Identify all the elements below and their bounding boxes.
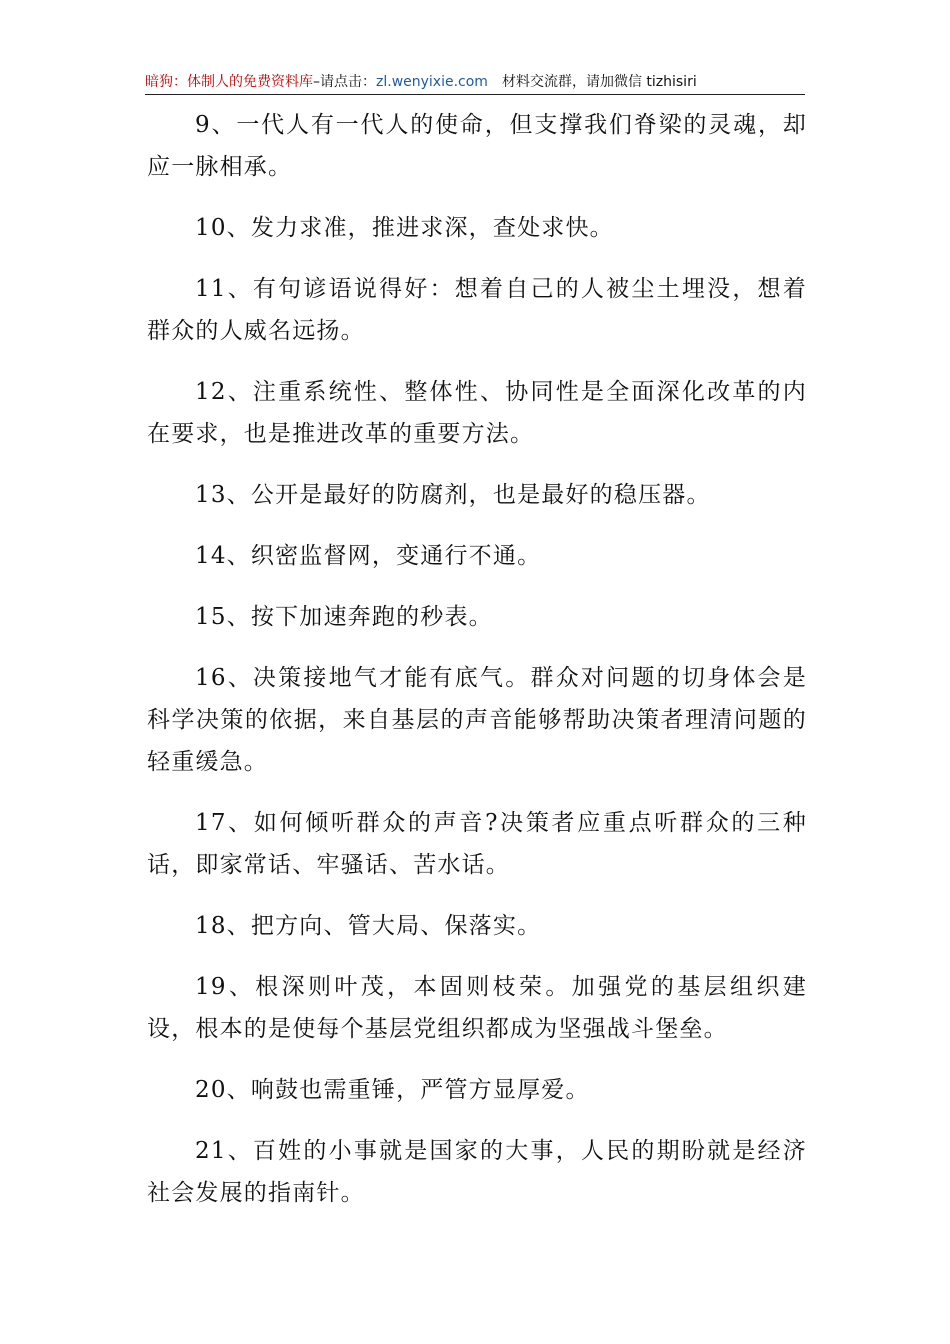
paragraph-16: 16、决策接地气才能有底气。群众对问题的切身体会是科学决策的依据，来自基层的声音能够帮助决策者理清问题的轻重缓急。 [147,665,807,775]
paragraph-10: 10、发力求准，推进求深，查处求快。 [195,215,614,241]
document-body [147,104,807,1233]
paragraph-12: 12、注重系统性、整体性、协同性是全面深化改革的内在要求，也是推进改革的重要方法。 [147,379,807,447]
paragraph-11: 11、有句谚语说得好：想着自己的人被尘土埋没，想着群众的人威名远扬。 [147,276,807,344]
paragraph-19: 19、根深则叶茂，本固则枝荣。加强党的基层组织建设，根本的是使每个基层党组织都成为坚强战斗堡垒。 [147,974,807,1042]
paragraph-14: 14、织密监督网，变通行不通。 [195,543,542,569]
paragraph-17: 17、如何倾听群众的声音?决策者应重点听群众的三种话，即家常话、牢骚话、苦水话。 [147,810,807,878]
paragraph-9: 9、一代人有一代人的使命，但支撑我们脊梁的灵魂，却应一脉相承。 [147,112,807,180]
header-separator: –请点击： [313,74,376,90]
paragraph-15: 15、按下加速奔跑的秒表。 [195,604,493,630]
header-link[interactable]: zl.wenyixie.com [376,74,488,90]
header-brand: 暗狗：体制人的免费资料库 [145,74,313,90]
paragraph-13: 13、公开是最好的防腐剂，也是最好的稳压器。 [195,482,711,508]
page-header [145,72,805,94]
header-contact: 材料交流群，请加微信 tizhisiri [501,74,697,90]
header-divider [145,94,805,95]
paragraph-18: 18、把方向、管大局、保落实。 [195,913,542,939]
paragraph-21: 21、百姓的小事就是国家的大事，人民的期盼就是经济社会发展的指南针。 [147,1138,807,1206]
paragraph-20: 20、响鼓也需重锤，严管方显厚爱。 [195,1077,590,1103]
